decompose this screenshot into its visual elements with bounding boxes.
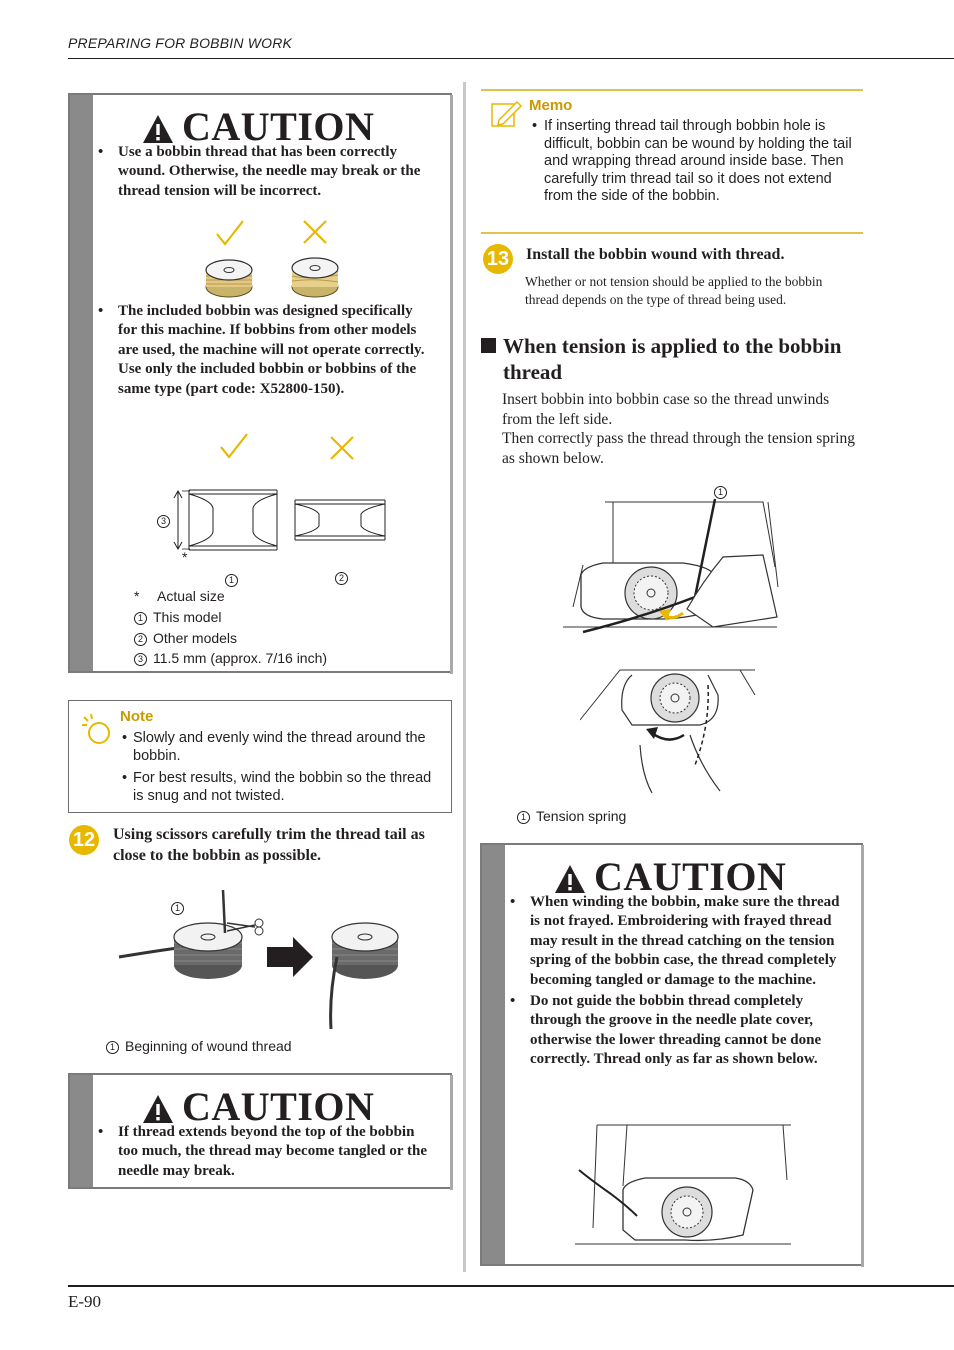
note-box [68,700,452,813]
step-12-text: Using scissors carefully trim the thread tail as close to the bobbin as possible. [113,826,425,864]
running-header: PREPARING FOR BOBBIN WORK [68,35,293,51]
warning-triangle-icon [142,113,174,145]
lightbulb-icon [81,713,111,745]
lower-threading-illustration [575,1120,795,1248]
caution-item: • If thread extends beyond the top of the bobbin too much, the thread may become tangled or the needle may break. [98,1123,428,1181]
section-square-icon [481,338,496,353]
section-heading: When tension is applied to the bobbin thread [503,334,842,384]
label-this-model: 1 [225,571,244,589]
callout-1: 1 [171,899,190,917]
bobbin-incorrect-image [289,250,341,300]
check-icon [219,432,249,460]
tension-spring-callout: 1 [714,483,733,501]
caution-item: • Do not guide the bobbin thread completely through the groove in the needle plate cover, otherwise the lower threading cannot be done correctly. Thread only as far as shown below. [510,992,840,1070]
legend-beginning-thread: 1 Beginning of wound thread [106,1038,292,1054]
memo-item: • If inserting thread tail through bobbin hole is difficult, bobbin can be wound by holding the tail and wrapping thread around inside base. Then carefully trim thread tail so it does not extend from the side of the bobbin. [532,118,852,205]
memo-top-rule [481,89,863,91]
caution-box-winding [480,843,863,1266]
header-rule [68,58,954,59]
caution-item: • When winding the bobbin, make sure the thread is not frayed. Embroidering with frayed thread may result in the thread catching on the tension spring of the bobbin case, the thread completely becoming tangled or damage to the machine. [510,893,840,990]
tension-spring-detail-illustration [580,665,760,795]
caution-item: • Use a bobbin thread that has been correctly wound. Otherwise, the needle may break or the thread tension will be incorrect. [98,143,424,201]
dimension-label-3: 3 [157,512,176,530]
caution-title: CAUTION [142,107,374,147]
cross-icon [329,435,355,461]
footer-rule [68,1285,954,1287]
legend-tension-spring: 1 Tension spring [517,808,626,824]
actual-size-star: * [182,549,188,565]
legend-dimension: 3 11.5 mm (approx. 7/16 inch) [134,650,327,666]
page-number: E-90 [68,1292,102,1311]
step-number-13: 13 [483,244,513,274]
note-title: Note [120,708,154,725]
cross-icon [302,219,328,245]
caution-box-bobbin [68,93,452,673]
legend-other-models: 2 Other models [134,630,237,646]
section-paragraph-1: Insert bobbin into bobbin case so the thread unwinds from the left side. [502,391,830,428]
bobbin-size-diagram [155,488,395,554]
caution-title: CAUTION [142,1087,374,1127]
step-number-12: 12 [69,825,99,855]
caution-box-thread-top [68,1073,452,1189]
memo-pencil-icon [491,100,523,128]
caution-item: • The included bobbin was designed specifically for this machine. If bobbins from other models are used, the machine will not operate correctly. Use only the included bobbin or bobbins of the same type (part code: X52800-150). [98,302,428,399]
caution-side-bar [70,95,93,671]
warning-triangle-icon [142,1093,174,1125]
column-divider [463,82,466,1272]
note-item: • For best results, wind the bobbin so the thread is snug and not twisted. [122,770,432,804]
note-item: • Slowly and evenly wind the thread around the bobbin. [122,730,426,764]
memo-bottom-rule [481,232,863,234]
legend-actual-size: * Actual size [134,588,225,604]
section-paragraph-2: Then correctly pass the thread through the tension spring as shown below. [502,430,855,467]
bobbin-correct-image [203,250,255,300]
warning-triangle-icon [554,863,586,895]
step-13-text: Whether or not tension should be applied to the bobbin thread depends on the type of thread being used. [525,274,823,307]
tension-spring-illustration [563,497,783,637]
memo-title: Memo [529,97,573,114]
label-other-models: 2 [335,569,354,587]
check-icon [215,219,245,247]
legend-this-model: 1 This model [134,609,221,625]
caution-title: CAUTION [554,857,786,897]
step-13-title: Install the bobbin wound with thread. [526,246,785,263]
trim-thread-illustration [115,885,415,1035]
